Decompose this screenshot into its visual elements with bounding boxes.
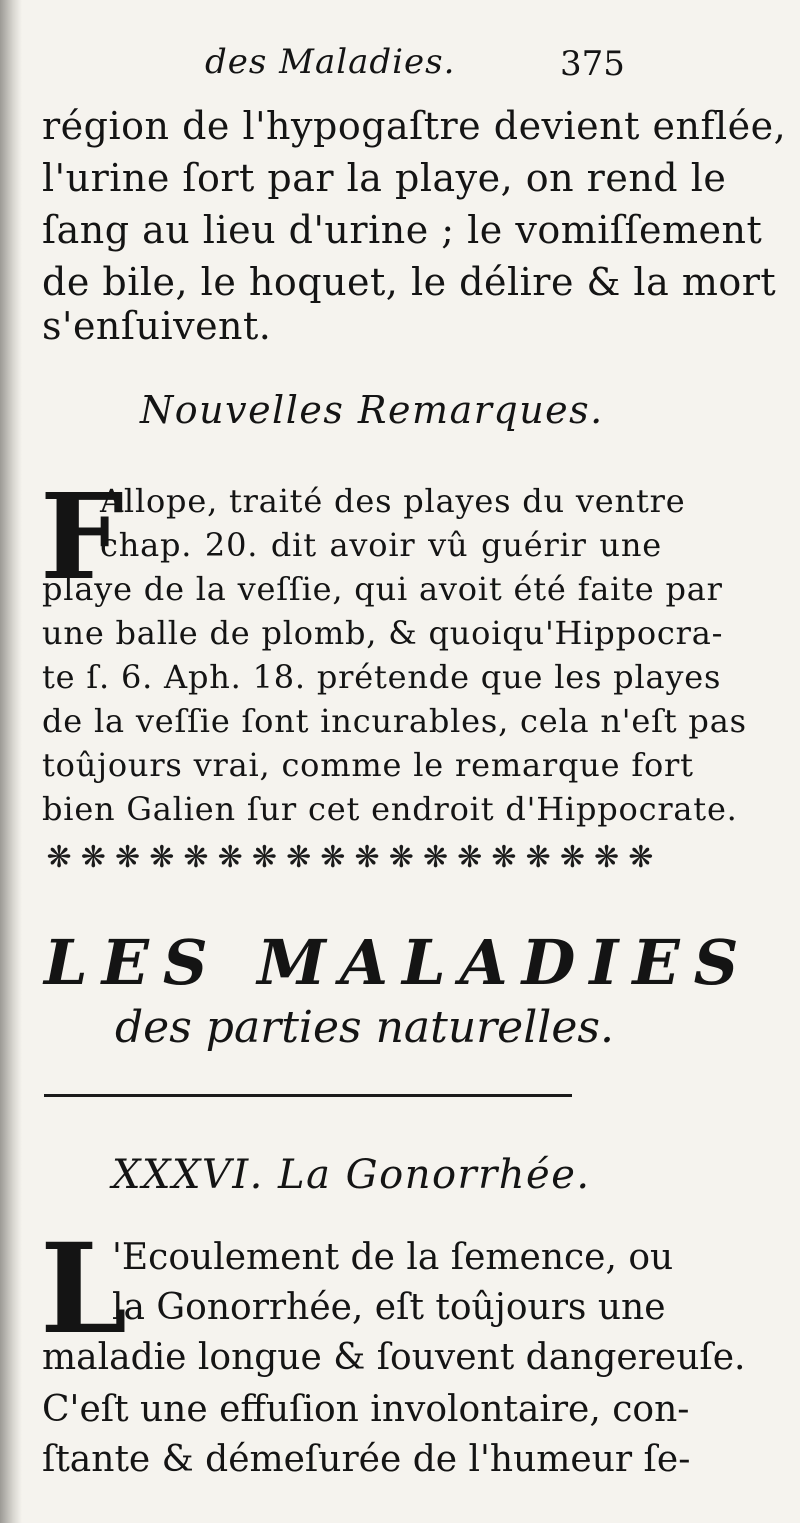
text-line: de bile, le hoquet, le délire & la mort [42,260,777,304]
text-line: ſang au lieu d'urine ; le vomiſſement [42,208,763,252]
text-line: chap. 20. dit avoir vû guérir une [100,526,662,564]
ornament-flower-icon: ❋ [388,840,414,875]
text-line: playe de la veſſie, qui avoit été faite par [42,570,723,608]
ornament-flower-icon: ❋ [457,840,483,875]
text-line: région de l'hypogaſtre devient enflée, [42,104,787,148]
section-heading: XXXVI. La Gonorrhée. [112,1152,591,1198]
ornament-flower-icon: ❋ [80,840,106,875]
ornament-flower-icon: ❋ [217,840,243,875]
text-line: toûjours vrai, comme le remarque fort [42,746,694,784]
text-line: bien Galien ſur cet endroit d'Hippocrate. [42,790,738,828]
text-line: 'Ecoulement de la ſemence, ou [112,1237,674,1278]
text-line: ſtante & démeſurée de l'humeur ſe- [42,1439,691,1480]
drop-cap: L [40,1217,128,1362]
text-line: la Gonorrhée, eſt toûjours une [112,1287,666,1328]
ornament-flower-icon: ❋ [628,840,654,875]
ornament-flower-icon: ❋ [149,840,175,875]
ornament-flower-icon: ❋ [251,840,277,875]
text-line: maladie longue & ſouvent dangereuſe. [42,1337,746,1378]
ornament-flower-icon: ❋ [525,840,551,875]
ornament-flower-icon: ❋ [183,840,209,875]
ornament-flower-icon: ❋ [114,840,141,875]
drop-cap: F [40,467,124,606]
text-line: Allope, traité des playes du ventre [100,482,686,520]
text-line: C'eſt une effuſion involontaire, con- [42,1389,690,1430]
section-heading: Nouvelles Remarques. [140,388,604,432]
ornament-flower-icon: ❋ [491,840,517,875]
text-line: te ſ. 6. Aph. 18. prétende que les playes [42,658,722,696]
text-line: l'urine ſort par la playe, on rend le [42,156,727,200]
ornament-flower-icon: ❋ [46,840,72,875]
text-line: s'enſuivent. [42,304,272,348]
running-title: des Maladies. [205,42,456,82]
ornamental-band [42,838,658,878]
text-line: une balle de plomb, & quoiqu'Hippocra- [42,614,724,652]
ornament-flower-icon: ❋ [354,840,380,875]
ornament-flower-icon: ❋ [422,840,449,875]
chapter-title: LES MALADIES [44,926,753,999]
page-gutter-shadow [0,0,22,1523]
ornament-flower-icon: ❋ [320,840,346,875]
horizontal-rule [44,1094,572,1097]
ornament-flower-icon: ❋ [559,840,585,875]
page-number: 375 [560,44,625,84]
ornament-flower-icon: ❋ [286,840,312,875]
ornament-flower-icon: ❋ [594,840,620,875]
text-line: de la veſſie ſont incurables, cela n'eſt pas [42,702,747,740]
chapter-subtitle: des parties naturelles. [115,1002,614,1053]
